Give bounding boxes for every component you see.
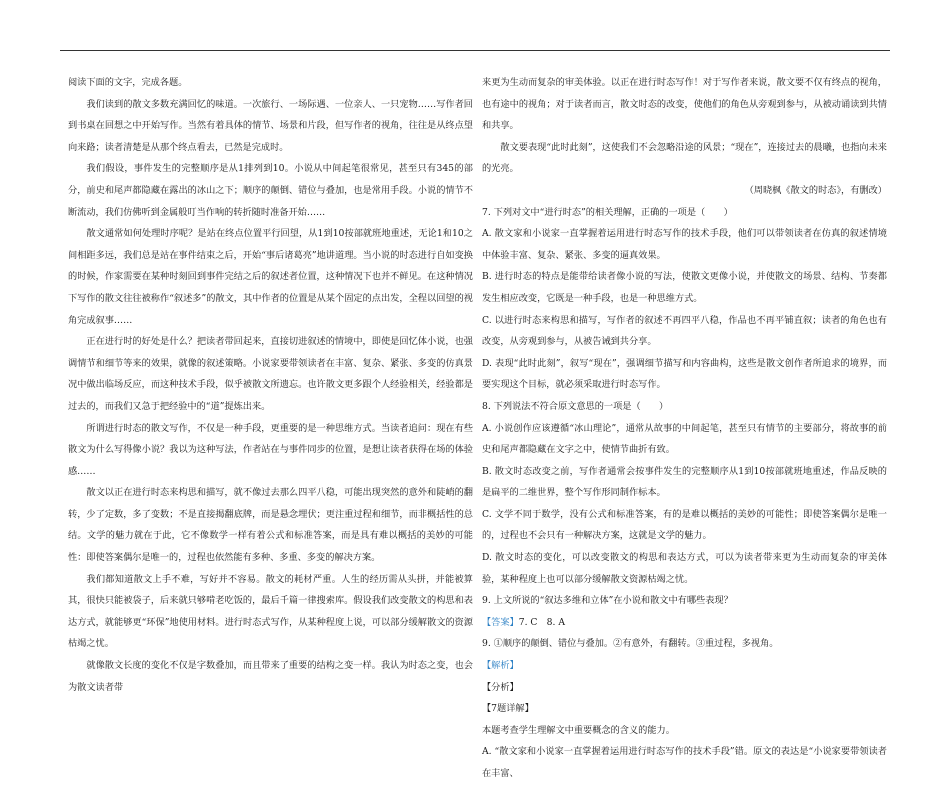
detail-line: A. “散文家和小说家一直掌握着运用进行时态写作的技术手段”错。原文的表达是“小说家要带领读者在丰富、 [482,746,887,779]
passage-paragraph: 就像散文长度的变化不仅是字数叠加，而且带来了重要的结构之变一样。我认为时态之变，也会为散文读者带 [68,660,473,693]
question-paragraph: 散文要表现“此时此刻”，这使我们不会忽略沿途的风景；“现在”，连接过去的晨曦，也指向未来的光亮。 [482,141,887,175]
question-paragraph: C. 文学不同于数学，没有公式和标准答案，有的是难以概括的美妙的可能性；即使答案偶尔是唯一的，过程也不会只有一种解决方案，这就是文学的魅力。 [482,508,887,542]
fenxi-label: 【分析】 [482,681,519,693]
passage-paragraph: 我们假设，事件发生的完整顺序是从1排列到10。小说从中间起笔很常见，甚至只有345的部分，前史和尾声都隐藏在露出的冰山之下；顺序的颠倒、错位与叠加，也是常用手段。小说的情节不断流动，我们仿佛听到金属般叮当作响的转折随时准备开始…… [68,163,473,218]
question-paragraph: A. 散文家和小说家一直掌握着运用进行时态写作的技术手段，他们可以带领读者在仿真的叙述情境中体验丰富、复杂、紧张、多变的逼真效果。 [482,228,887,261]
passage-paragraph: 散文以正在进行时态来构思和描写，就不像过去那么四平八稳，可能出现突然的意外和陡峭的翻转，少了定数，多了变数；不是直接揭翻底牌，而是悬念埋伏；更注重过程和细节，而非概括性的总结。文学的魅力就在于此，它不像数学一样有着公式和标准答案，而是具有难以概括的美妙的可能性：即使答案偶尔是唯一的，过程也依然能有多种、多重、多变的解决方案。 [68,487,473,564]
detail-label: 【7题详解】 [482,703,534,715]
question-paragraph: B. 进行时态的特点是能带给读者像小说的写法，使散文更像小说，并使散文的场景、结构、节奏都发生相应改变，它既是一种手段，也是一种思维方式。 [482,271,887,304]
question-paragraph: D. 散文时态的变化，可以改变散文的构思和表达方式，可以为读者带来更为生动而复杂的审美体验，某种程度上也可以部分缓解散文资源枯竭之忧。 [482,552,887,585]
question-paragraph: 8. 下列说法不符合原文意思的一项是（ ） [482,400,669,412]
passage-paragraph: 散文通常如何处理时序呢？是站在终点位置平行回望，从1到10按部就班地重述，无论1和10之间相距多远，我们总是站在事件结束之后，开始“事后诸葛亮”地讲道理。当小说的时态进行自如变换的时候，作家需要在某种时刻回到事件完结之后的叙述者位置，这种情况下也并不鲜见。在这种情况下写作的散文往往被称作“叙述多”的散文，其中作者的位置是从某个固定的点出发，全程以回望的视角完成叙事…… [68,228,473,326]
detail-line: 本题考查学生理解文中重要概念的含义的能力。 [482,724,675,736]
answer-text: 7. C 8. A [518,616,565,628]
passage-paragraph: 我们读到的散文多数充满回忆的味道。一次旅行、一场际遇、一位亲人、一只宠物……写作者回到书桌在回想之中开始写作。当然有着具体的情节、场景和片段，但写作者的视角，往往是从终点望向来路；读者清楚是从那个终点看去，已然是完成时。 [68,98,473,153]
detail-explanation [482,720,887,785]
questions-column [482,72,887,785]
question-paragraph: 7. 下列对文中“进行时态”的相关理解，正确的一项是（ ） [482,206,733,218]
questions-list [482,72,887,612]
question-paragraph: D. 表现“此时此刻”，叙写“现在”，强调细节描写和内容曲构，这些是散文创作者所追求的境界，而要实现这个目标，就必须采取进行时态写作。 [482,357,887,391]
header-rule [60,50,890,51]
reading-passage-column [68,72,473,698]
passage-paragraph: 正在进行时的好处是什么？把读者带回起来，直接切进叙述的情境中，即使是回忆体小说，也强调情节和细节等来的效果，就像的叙述策略。小说家要带领读者在丰富、复杂、紧张、多变的仿真景况中做出临场反应，而这种技术手段，似乎被散文所遗忘。也许散文更多跟个人经验相关，经验都是过去的，而我们又急于把经验中的“道”提炼出来。 [68,336,473,412]
passage-paragraph: 阅读下面的文字，完成各题。 [68,77,188,88]
question-paragraph: B. 散文时态改变之前，写作者通常会按事件发生的完整顺序从1到10按部就班地重述，作品反映的是扁平的二维世界，整个写作形同制作标本。 [482,465,887,499]
question-paragraph: C. 以进行时态来构思和描写，写作者的叙述不再四平八稳，作品也不再平铺直叙；读者的角色也有改变，从旁观到参与，从被告诫到共分享。 [482,314,887,348]
question-paragraph: 9. 上文所说的“叙达多维和立体”在小说和散文中有哪些表现？ [482,595,733,607]
answer-9-line: 9. ①顺序的颠倒、错位与叠加。②有意外，有翻转。③重过程，多视角。 [482,638,779,650]
answer-line [482,612,887,634]
question-paragraph: 来更为生动而复杂的审美体验。以正在进行时态写作！对于写作者来说，散文要不仅有终点的视角，也有途中的视角；对于读者而言，散文时态的改变，使他们的角色从旁观到参与，从被动诵读到共情和共享。 [482,77,887,132]
analysis-tag: 【解析】 [482,660,519,672]
question-paragraph: A. 小说创作应该遵循“冰山理论”，通常从故事的中间起笔，甚至只有情节的主要部分，将故事的前史和尾声都隐藏在文字之中，使情节曲折有致。 [482,422,887,456]
passage-paragraph: 我们都知道散文上手不难，写好并不容易。散文的耗材严重。人生的经历需从头拼，并能被算其，很快只能被袋子，后来就只够啃老吃饭的，最后千篇一律搜索库。假设我们改变散文的构思和表达方式，就能够更“环保”地使用材料。进行时态式写作，从某种程度上说，可以部分缓解散文的资源枯竭之忧。 [68,573,473,650]
answer-tag: 【答案】 [482,616,519,628]
question-paragraph: （周晓枫《散文的时态》，有删改） [744,184,887,196]
passage-paragraph: 所谓进行时态的散文写作，不仅是一种手段，更重要的是一种思维方式。当读者追问：现在有些散文为什么写得像小说？我以为这种写法，作者站在与事件同步的位置，是想让读者获得在场的体验感…… [68,422,473,477]
